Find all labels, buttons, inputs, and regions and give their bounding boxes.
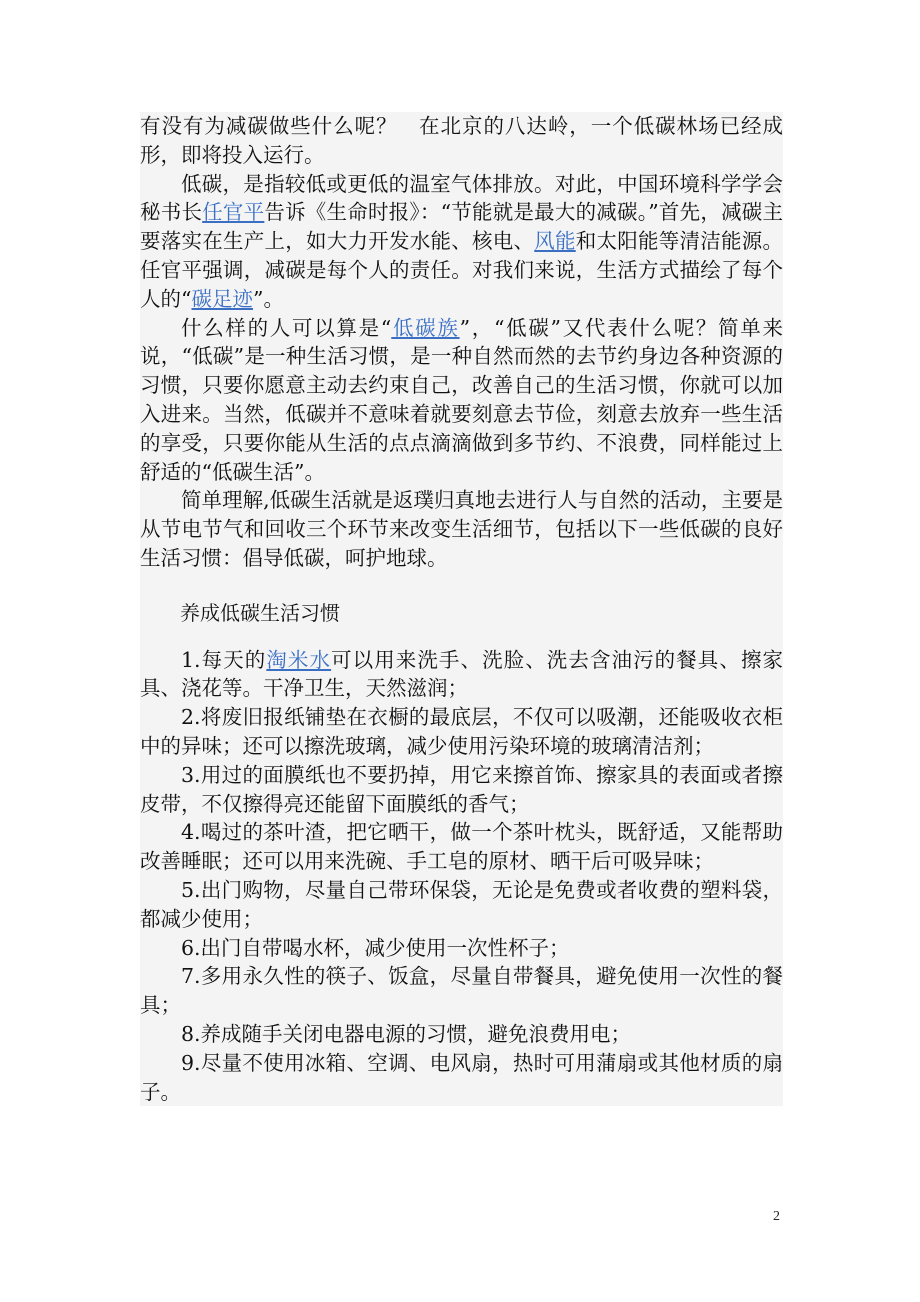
link-rice-water[interactable]: 淘米水 (266, 647, 332, 672)
text-span: ”。 (252, 286, 284, 311)
spacer (140, 573, 783, 599)
habit-item-4: 4.喝过的茶叶渣，把它晒干，做一个茶叶枕头，既舒适，又能帮助改善睡眠；还可以用来洗碗、手工皂的原材、晒干后可吸异味； (140, 820, 783, 874)
habit-item-3: 3.用过的面膜纸也不要扔掉，用它来擦首饰、擦家具的表面或者擦皮带，不仅擦得亮还能留下面膜纸的香气； (140, 762, 783, 816)
text-span: 低碳，是指较低或更低的温室气体排放。对此，中国环境科学学会秘书长 (140, 171, 783, 225)
text-span: ”，“低碳”又代表什么呢？简单来说，“低碳”是一种生活习惯，是一种自然而然的去节约身边各种资源的习惯，只要你愿意主动去约束自己，改善自己的生活习惯，你就可以加入进来。当然，低碳并不意味着就要刻意去节俭，刻意去放弃一些生活的享受，只要你能从生活的点点滴滴做到多节约、不浪费，同样能过上舒适的“低碳生活”。 (140, 315, 783, 484)
habit-item-6: 6.出门自带喝水杯，减少使用一次性杯子； (181, 935, 570, 960)
text-span: 1.每天的 (181, 647, 267, 672)
text-span: 可以用来洗手、洗脸、洗去含油污的餐具、擦家具、浇花等。干净卫生，天然滋润； (140, 647, 784, 701)
article-body (140, 112, 783, 1106)
text-span: 什么样的人可以算是“ (181, 315, 392, 340)
text-span: 和太阳能等清洁能源。任官平强调，减碳是每个人的责任。对我们来说，生活方式描绘了每个人的“ (140, 229, 783, 311)
link-carbon-footprint[interactable]: 碳足迹 (191, 286, 253, 311)
page-number: 2 (773, 1209, 780, 1224)
habit-item-9: 9.尽量不使用冰箱、空调、电风扇，热时可用蒲扇或其他材质的扇子。 (140, 1050, 783, 1104)
section-title: 养成低碳生活习惯 (180, 600, 340, 625)
spacer (140, 628, 783, 646)
paragraph-low-carbon-definition (140, 170, 783, 314)
link-low-carbon-tribe[interactable]: 低碳族 (391, 315, 460, 340)
paragraph-intro-continuation: 有没有为减碳做些什么呢？ 在北京的八达岭，一个低碳林场已经成形，即将投入运行。 (140, 114, 783, 167)
link-ren-guanping[interactable]: 任官平 (202, 200, 265, 225)
habit-item-1 (140, 646, 783, 704)
text-span: 告诉《生命时报》：“节能就是最大的减碳。”首先，减碳主要落实在生产上，如大力开发水能、核电、 (140, 200, 784, 254)
paragraph-low-carbon-people (140, 314, 783, 487)
habit-item-7: 7.多用永久性的筷子、饭盒，尽量自带餐具，避免使用一次性的餐具； (140, 964, 783, 1018)
habit-item-8: 8.养成随手关闭电器电源的习惯，避免浪费用电； (181, 1021, 632, 1046)
habit-item-2: 2.将废旧报纸铺垫在衣橱的最底层，不仅可以吸潮，还能吸收衣柜中的异味；还可以擦洗玻璃，减少使用污染环境的玻璃清洁剂； (140, 705, 783, 758)
paragraph-summary: 简单理解,低碳生活就是返璞归真地去进行人与自然的活动，主要是从节电节气和回收三个环节来改变生活细节，包括以下一些低碳的良好生活习惯：倡导低碳，呵护地球。 (140, 488, 783, 570)
link-wind-energy[interactable]: 风能 (534, 229, 576, 254)
habit-item-5: 5.出门购物，尽量自己带环保袋，无论是免费或者收费的塑料袋，都减少使用； (140, 877, 783, 931)
